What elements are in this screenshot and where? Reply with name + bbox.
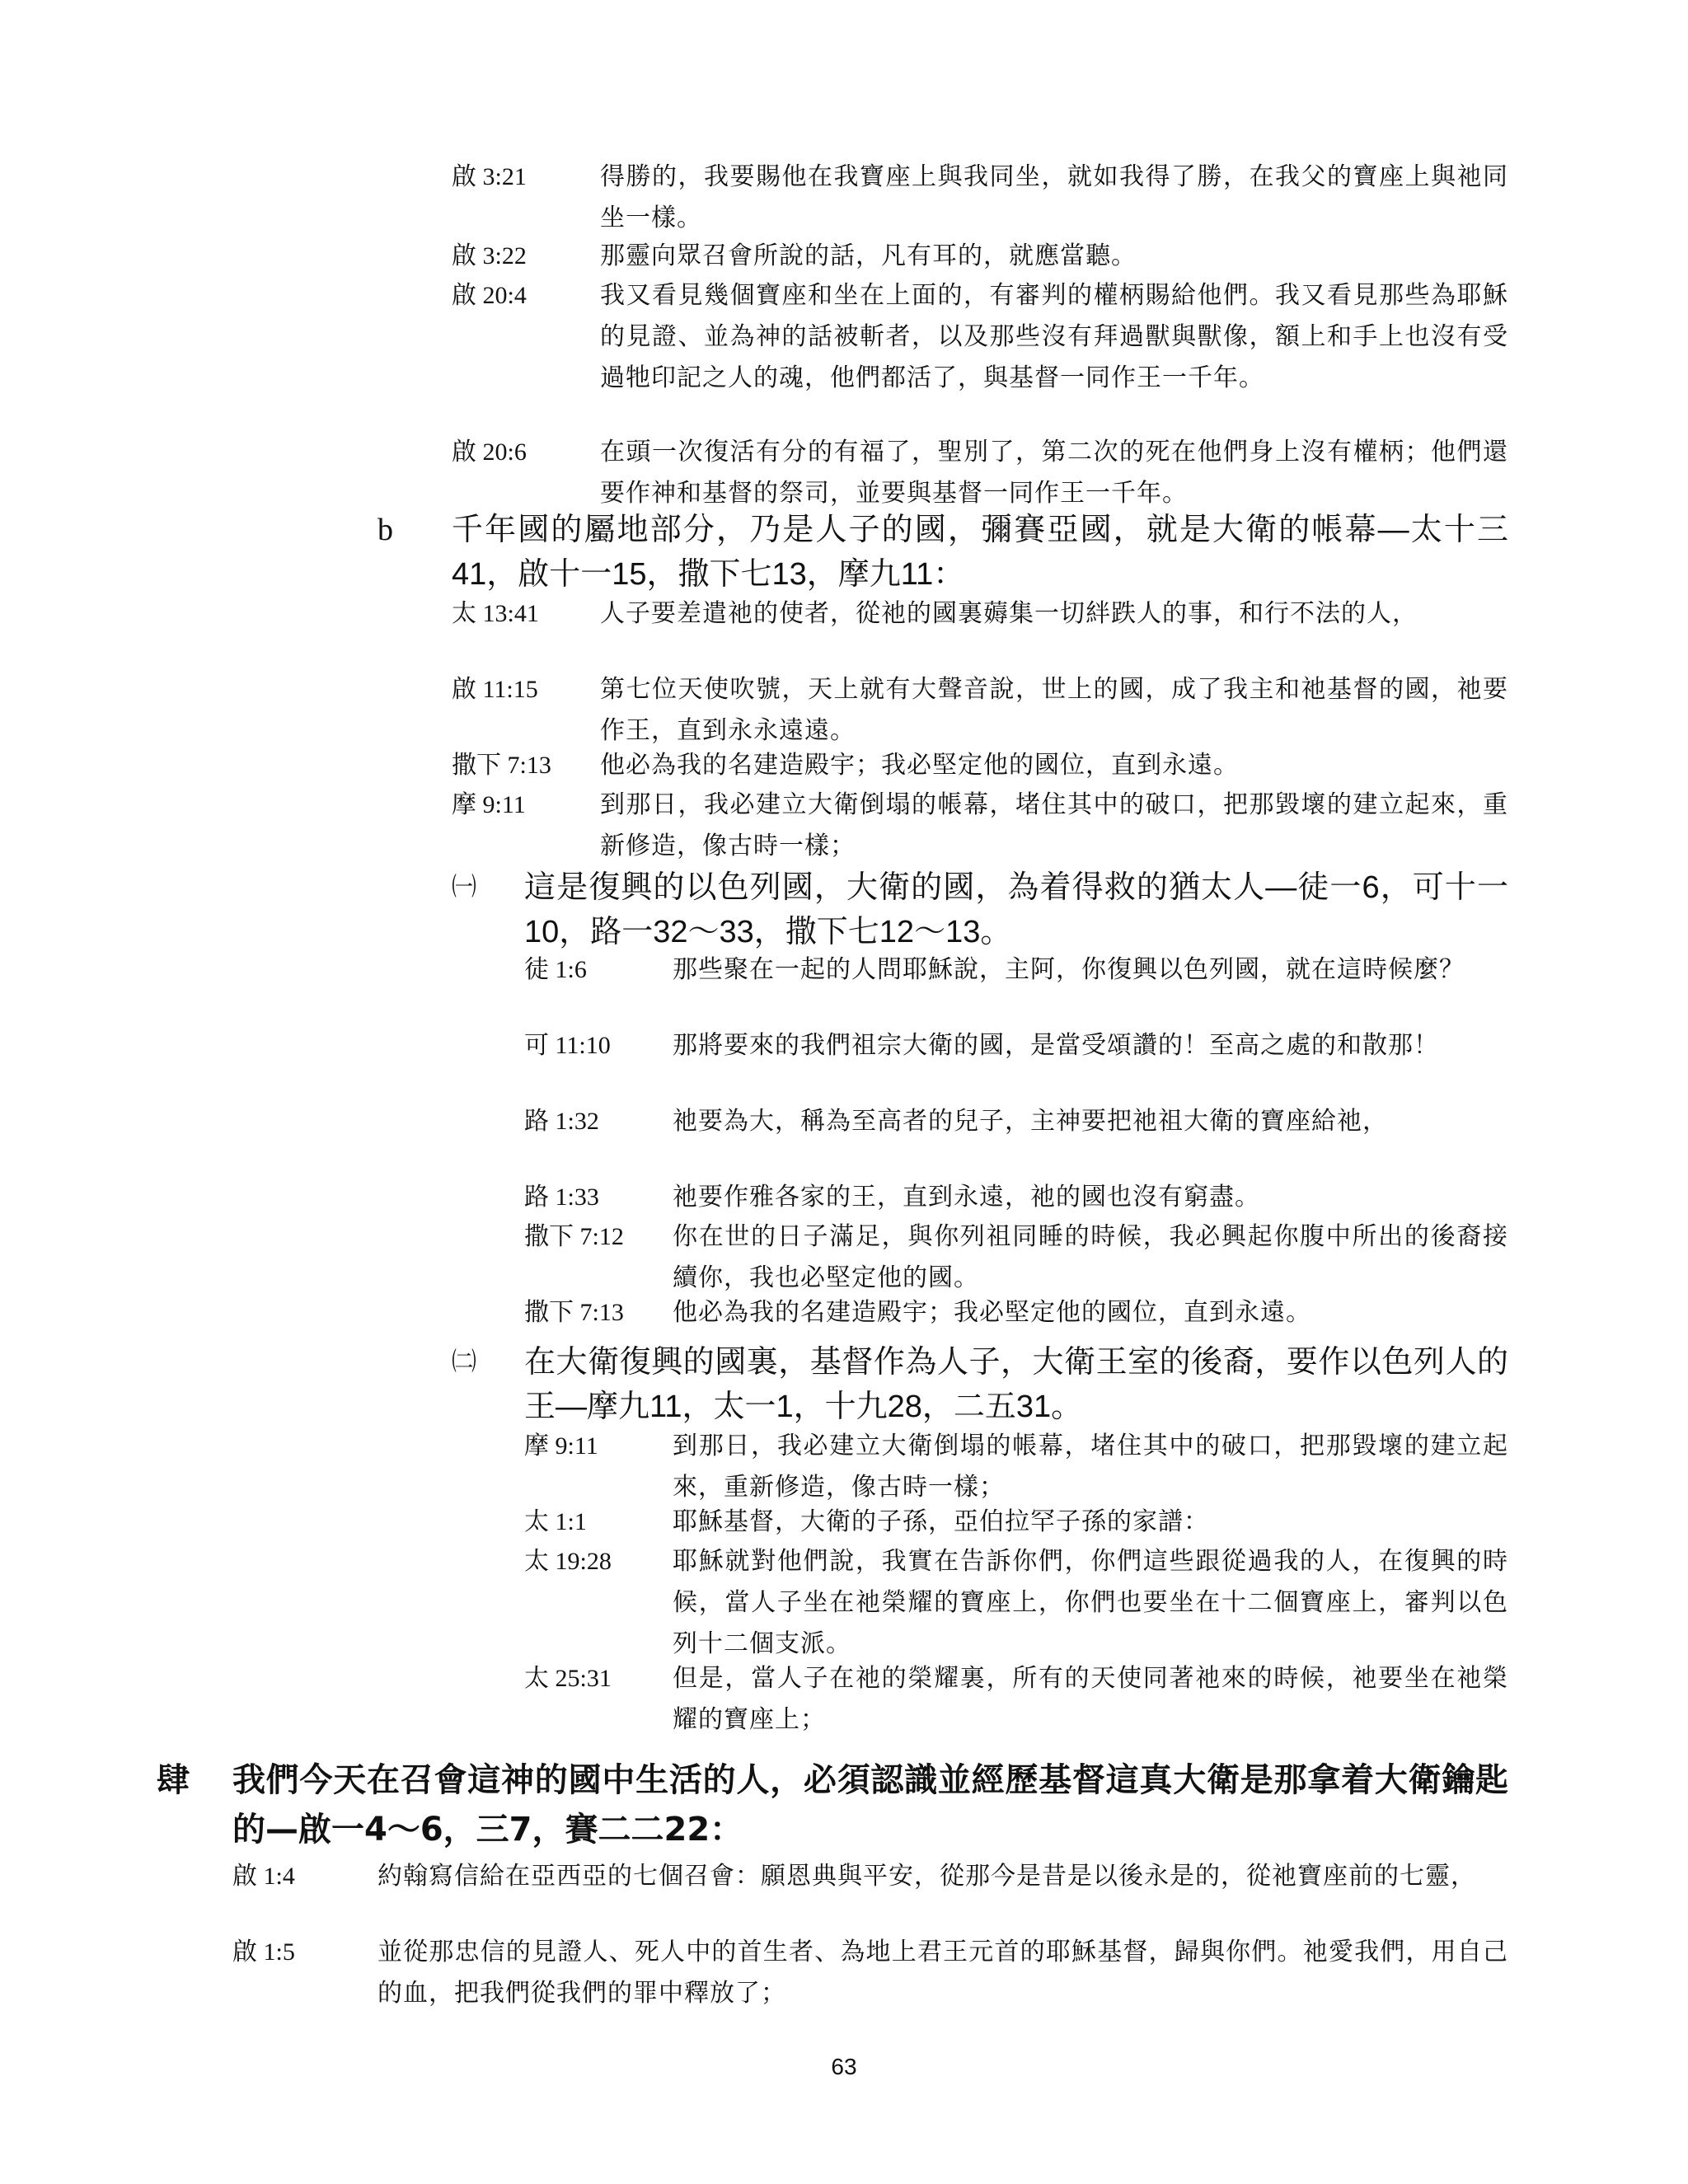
verse-text: 你在世的日子滿足，與你列祖同睡的時候，我必興起你腹中所出的後裔接續你，我也必堅定他的國。	[673, 1222, 1508, 1292]
verse-2sam-7-13	[452, 745, 1508, 786]
verse-matt-19-28	[524, 1541, 1508, 1665]
heading-marker: 肆	[157, 1761, 190, 1799]
verse-matt-13-41	[452, 593, 1508, 635]
outline-point-b	[377, 508, 1508, 597]
outline-heading-4	[157, 1755, 1508, 1854]
point-marker: b	[377, 513, 393, 547]
verse-ref: 啟 3:21	[452, 163, 527, 190]
verse-rev-20-6	[452, 432, 1508, 514]
verse-ref: 啟 1:5	[232, 1938, 295, 1966]
verse-text: 約翰寫信給在亞西亞的七個召會：願恩典與平安，從那今是昔是以後永是的，從祂寶座前的七靈，	[377, 1862, 1476, 1891]
verse-ref: 撒下 7:13	[452, 752, 551, 779]
verse-ref: 撒下 7:13	[524, 1299, 624, 1326]
verse-matt-25-31	[524, 1658, 1508, 1741]
verse-rev-3-21	[452, 157, 1508, 239]
verse-ref: 徒 1:6	[524, 956, 587, 983]
point-text: 在大衛復興的國裏，基督作為人子，大衛王室的後裔，要作以色列人的王—摩九11，太一1，十九28，二五31。	[524, 1345, 1508, 1424]
verse-text: 人子要差遣祂的使者，從祂的國裏薅集一切絆跌人的事，和行不法的人，	[600, 599, 1418, 628]
verse-text: 他必為我的名建造殿宇；我必堅定他的國位，直到永遠。	[600, 751, 1239, 780]
verse-ref: 摩 9:11	[452, 791, 526, 818]
verse-text: 耶穌基督，大衛的子孫，亞伯拉罕子孫的家譜：	[673, 1507, 1209, 1536]
verse-ref: 啟 20:6	[452, 438, 527, 466]
verse-amos-9-11	[452, 785, 1508, 867]
verse-rev-1-5	[232, 1932, 1508, 2014]
point-text: 這是復興的以色列國，大衛的國，為着得救的猶太人—徒一6，可十一10，路一32～33，撒下七12～13。	[524, 870, 1508, 949]
verse-text: 祂要為大，稱為至高者的兒子，主神要把祂祖大衛的寶座給祂，	[673, 1107, 1388, 1136]
verse-luke-1-33	[524, 1177, 1508, 1218]
verse-ref: 撒下 7:12	[524, 1223, 624, 1250]
verse-text: 我又看見幾個寶座和坐在上面的，有審判的權柄賜給他們。我又看見那些為耶穌的見證、並為神的話被斬者，以及那些沒有拜過獸與獸像，額上和手上也沒有受過牠印記之人的魂，他們都活了，與基督一同作王一千年。	[600, 281, 1508, 392]
verse-text: 那些聚在一起的人問耶穌說，主阿，你復興以色列國，就在這時候麼？	[673, 955, 1465, 984]
verse-acts-1-6	[524, 949, 1508, 991]
verse-ref: 啟 20:4	[452, 282, 527, 309]
verse-ref: 啟 1:4	[232, 1863, 295, 1890]
verse-amos-9-11-b	[524, 1426, 1508, 1508]
verse-ref: 啟 11:15	[452, 676, 538, 703]
verse-ref: 太 25:31	[524, 1665, 612, 1692]
verse-ref: 路 1:33	[524, 1183, 599, 1211]
verse-ref: 啟 3:22	[452, 242, 527, 269]
verse-text: 得勝的，我要賜他在我寶座上與我同坐，就如我得了勝，在我父的寶座上與祂同坐一樣。	[600, 162, 1508, 232]
point-marker: ㈡	[452, 1348, 476, 1376]
outline-point-1	[452, 865, 1508, 954]
verse-matt-1-1	[524, 1502, 1508, 1543]
verse-ref: 太 13:41	[452, 600, 539, 627]
verse-ref: 可 11:10	[524, 1032, 611, 1059]
point-text: 千年國的屬地部分，乃是人子的國，彌賽亞國，就是大衛的帳幕—太十三41，啟十一15，撒下七13，摩九11：	[452, 513, 1508, 592]
verse-text: 到那日，我必建立大衛倒塌的帳幕，堵住其中的破口，把那毀壞的建立起來，重新修造，像古時一樣；	[673, 1432, 1508, 1502]
page-number: 63	[831, 2054, 857, 2079]
verse-ref: 路 1:32	[524, 1108, 599, 1135]
outline-point-2	[452, 1340, 1508, 1429]
verse-text: 那將要來的我們祖宗大衛的國，是當受頌讚的！至高之處的和散那！	[673, 1031, 1439, 1060]
verse-2sam-7-13-b	[524, 1292, 1508, 1333]
verse-text: 在頭一次復活有分的有福了，聖別了，第二次的死在他們身上沒有權柄；他們還要作神和基督的祭司，並要與基督一同作王一千年。	[600, 438, 1508, 508]
verse-text: 到那日，我必建立大衛倒塌的帳幕，堵住其中的破口，把那毀壞的建立起來，重新修造，像古時一樣；	[600, 790, 1508, 860]
verse-text: 並從那忠信的見證人、死人中的首生者、為地上君王元首的耶穌基督，歸與你們。祂愛我們，用自己的血，把我們從我們的罪中釋放了；	[377, 1938, 1508, 2008]
verse-mark-11-10	[524, 1025, 1508, 1066]
verse-luke-1-32	[524, 1101, 1508, 1142]
verse-text: 耶穌就對他們說，我實在告訴你們，你們這些跟從過我的人，在復興的時候，當人子坐在祂榮耀的寶座上，你們也要坐在十二個寶座上，審判以色列十二個支派。	[673, 1547, 1508, 1658]
heading-text: 我們今天在召會這神的國中生活的人，必須認識並經歷基督這真大衛是那拿着大衛鑰匙的—啟一4～6，三7，賽二二22：	[232, 1761, 1508, 1849]
verse-text: 那靈向眾召會所說的話，凡有耳的，就應當聽。	[600, 241, 1137, 270]
verse-rev-20-4	[452, 275, 1508, 399]
verse-text: 祂要作雅各家的王，直到永遠，祂的國也沒有窮盡。	[673, 1183, 1260, 1212]
verse-rev-1-4	[232, 1856, 1508, 1897]
verse-2sam-7-12	[524, 1216, 1508, 1299]
verse-ref: 太 19:28	[524, 1548, 612, 1575]
verse-rev-11-15	[452, 669, 1508, 752]
verse-rev-3-22	[452, 236, 1508, 277]
point-marker: ㈠	[452, 874, 476, 901]
verse-ref: 太 1:1	[524, 1508, 587, 1535]
verse-text: 但是，當人子在祂的榮耀裏，所有的天使同著祂來的時候，祂要坐在祂榮耀的寶座上；	[673, 1664, 1508, 1734]
verse-text: 第七位天使吹號，天上就有大聲音說，世上的國，成了我主和祂基督的國，祂要作王，直到永永遠遠。	[600, 675, 1508, 745]
verse-ref: 摩 9:11	[524, 1432, 598, 1460]
verse-text: 他必為我的名建造殿宇；我必堅定他的國位，直到永遠。	[673, 1298, 1311, 1327]
